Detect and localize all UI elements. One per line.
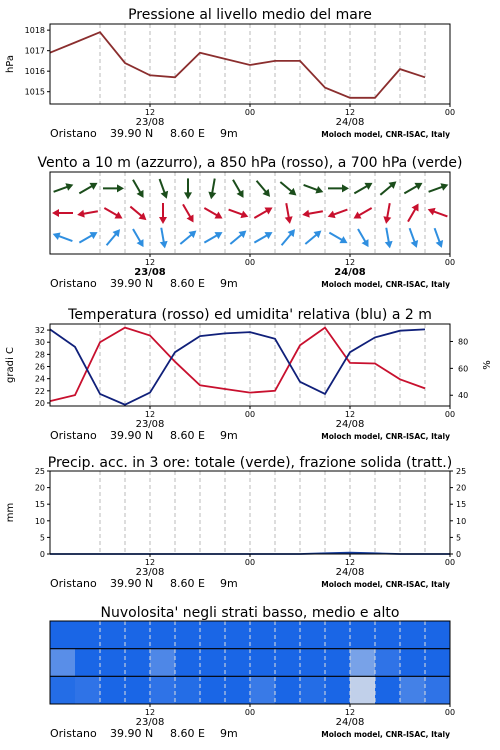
x-tick-label: 12 <box>344 708 356 717</box>
cloud-cell-basso <box>350 676 376 704</box>
arrow-head <box>411 240 421 249</box>
cloud-cell-medio <box>125 649 151 677</box>
x-tick-label: 12 <box>144 410 156 419</box>
wind-chart <box>37 155 462 290</box>
arrow-head <box>187 214 197 224</box>
y-tick-label: 1016 <box>24 67 45 77</box>
y-tick-label: 15 <box>34 500 45 510</box>
wind-10m-arrow <box>431 227 446 249</box>
arrow-head <box>160 241 169 249</box>
date-label: 24/08 <box>335 717 365 728</box>
wind-700-arrow <box>427 181 449 196</box>
arrow-head <box>137 190 147 200</box>
cloud-cell-medio <box>300 649 326 677</box>
arrow-head <box>159 217 167 224</box>
arrow-head <box>237 190 247 200</box>
y-tick-label: 5 <box>39 533 45 543</box>
wind-10m-arrow <box>303 227 324 247</box>
arrow-head <box>207 192 216 200</box>
date-label: 24/08 <box>334 267 366 278</box>
arrow-head <box>440 181 449 191</box>
y-tick-label: 25 <box>34 467 45 476</box>
arrow-head <box>382 216 391 224</box>
date-label: 23/08 <box>134 267 166 278</box>
y-tick-label-right: 5 <box>456 533 462 543</box>
station-elev: 9m <box>220 277 238 290</box>
x-tick-label: 12 <box>344 410 356 419</box>
cloud-cell-alto <box>100 621 126 649</box>
date-label: 24/08 <box>335 419 365 430</box>
station-name: Oristano <box>50 727 97 740</box>
y-axis-label: mm <box>5 502 16 523</box>
chart-title: Precip. acc. in 3 ore: totale (verde), frazione solida (tratt.) <box>47 455 453 471</box>
wind-10m-arrow <box>51 230 73 245</box>
cloud-cell-basso <box>75 676 101 704</box>
arrow-head <box>364 179 374 189</box>
y-tick-label-right: 25 <box>456 467 467 476</box>
wind-850-arrow <box>351 205 373 222</box>
date-label: 23/08 <box>135 419 165 430</box>
arrow-head <box>184 192 192 199</box>
arrow-head <box>114 212 124 222</box>
x-tick-label: 00 <box>444 708 456 717</box>
cloud-cell-basso <box>225 676 251 704</box>
x-tick-label: 00 <box>244 558 256 567</box>
cloud-cell-medio <box>50 649 76 677</box>
cloud-cell-alto <box>225 621 251 649</box>
cloud-cell-alto <box>350 621 376 649</box>
cloud-cell-basso <box>50 676 76 704</box>
wind-700-arrow <box>402 179 424 196</box>
y-tick-label-right: 80 <box>458 337 469 347</box>
date-label: 23/08 <box>135 567 165 578</box>
wind-850-arrow <box>52 209 73 217</box>
y-tick-label: 10 <box>34 516 45 526</box>
wind-850-arrow <box>202 205 224 222</box>
cloud-cell-alto <box>150 621 176 649</box>
cloud-cell-basso <box>325 676 351 704</box>
y-axis-label: gradi C <box>5 347 16 383</box>
station-elev: 9m <box>220 127 238 140</box>
arrow-head <box>362 239 372 249</box>
cloud-cell-medio <box>250 649 276 677</box>
y-tick-label: 28 <box>34 350 45 360</box>
wind-700-arrow <box>103 184 124 192</box>
cloud-cell-alto <box>125 621 151 649</box>
wind-850-arrow <box>159 203 167 224</box>
cloud-cell-alto <box>275 621 301 649</box>
wind-850-arrow <box>282 202 294 224</box>
cloud-cell-basso <box>375 676 401 704</box>
chart-title: Pressione al livello medio del mare <box>128 7 372 23</box>
wind-850-arrow <box>128 204 149 224</box>
arrow-head <box>65 181 74 191</box>
wind-700-arrow <box>207 178 219 200</box>
y-tick-label: 26 <box>34 362 45 372</box>
x-tick-label: 12 <box>144 558 156 567</box>
station-lat: 39.90 N <box>110 727 154 740</box>
y-tick-label-right: 40 <box>458 391 469 401</box>
model-credit: Moloch model, CNR-ISAC, Italy <box>321 580 450 589</box>
station-lon: 8.60 E <box>170 429 205 442</box>
wind-10m-arrow <box>355 227 372 249</box>
cloud-cell-basso <box>200 676 226 704</box>
cloud-cell-medio <box>275 649 301 677</box>
cloud-cell-basso <box>400 676 426 704</box>
x-tick-label: 12 <box>144 708 156 717</box>
wind-700-arrow <box>184 178 192 199</box>
wind-10m-arrow <box>157 227 169 249</box>
plot-frame <box>50 24 450 104</box>
station-lat: 39.90 N <box>110 577 154 590</box>
cloud-cell-alto <box>400 621 426 649</box>
cloud-cell-medio <box>325 649 351 677</box>
station-lon: 8.60 E <box>170 277 205 290</box>
cloud-cell-basso <box>125 676 151 704</box>
date-label: 24/08 <box>335 117 365 128</box>
chart-title: Vento a 10 m (azzurro), a 850 hPa (rosso), a 700 hPa (verde) <box>37 155 463 171</box>
wind-10m-arrow <box>202 229 224 246</box>
x-tick-label: 00 <box>244 708 256 717</box>
date-label: 23/08 <box>135 117 165 128</box>
arrow-head <box>326 211 335 221</box>
cloud-cell-basso <box>275 676 301 704</box>
x-tick-label: 00 <box>444 258 456 267</box>
x-tick-label: 00 <box>244 258 256 267</box>
y-tick-label: 1015 <box>24 87 45 97</box>
wind-850-arrow <box>405 201 422 223</box>
pressure-line <box>50 32 425 98</box>
station-lat: 39.90 N <box>110 277 154 290</box>
arrow-head <box>412 201 422 211</box>
cloud-cell-basso <box>425 676 451 704</box>
arrow-head <box>315 186 324 196</box>
wind-10m-arrow <box>104 227 124 248</box>
wind-10m-arrow <box>228 227 249 247</box>
cloud-cell-alto <box>300 621 326 649</box>
station-lon: 8.60 E <box>170 577 205 590</box>
pressure-chart <box>5 7 455 140</box>
arrow-head <box>214 229 224 239</box>
cloud-cell-alto <box>325 621 351 649</box>
precipitation-chart <box>5 455 466 590</box>
station-name: Oristano <box>50 277 97 290</box>
cloud-cell-medio <box>425 649 451 677</box>
cloud-cover-chart <box>50 605 455 740</box>
y-tick-label: 22 <box>34 386 45 396</box>
arrow-head <box>161 191 171 200</box>
wind-850-arrow <box>301 207 323 219</box>
arrow-head <box>414 179 424 189</box>
temperature-line <box>50 328 425 402</box>
y-tick-label: 20 <box>34 483 45 493</box>
wind-850-arrow <box>180 202 197 224</box>
cloud-cell-alto <box>250 621 276 649</box>
x-tick-label: 12 <box>344 108 356 117</box>
model-credit: Moloch model, CNR-ISAC, Italy <box>321 280 450 289</box>
y-tick-label: 30 <box>34 338 45 348</box>
x-tick-label: 00 <box>444 410 456 419</box>
station-name: Oristano <box>50 429 97 442</box>
wind-700-arrow <box>254 178 274 199</box>
arrow-head <box>240 211 249 221</box>
arrow-head <box>89 179 99 189</box>
y-tick-label: 0 <box>39 550 45 559</box>
cloud-cell-medio <box>150 649 176 677</box>
cloud-cell-medio <box>100 649 126 677</box>
arrow-head <box>436 240 446 249</box>
arrow-head <box>385 241 394 249</box>
arrow-head <box>214 212 224 222</box>
cloud-cell-basso <box>250 676 276 704</box>
wind-700-arrow <box>52 181 74 196</box>
y-tick-label: 1017 <box>24 46 45 56</box>
y-tick-label-right: 10 <box>456 516 467 526</box>
cloud-cell-medio <box>375 649 401 677</box>
date-label: 23/08 <box>135 717 165 728</box>
wind-850-arrow <box>227 206 249 221</box>
station-name: Oristano <box>50 127 97 140</box>
station-lon: 8.60 E <box>170 727 205 740</box>
y-axis-label: % <box>482 360 493 370</box>
wind-700-arrow <box>77 179 99 196</box>
wind-10m-arrow <box>130 227 147 249</box>
wind-850-arrow <box>426 205 448 220</box>
arrow-head <box>285 216 294 224</box>
arrow-head <box>342 184 349 192</box>
station-name: Oristano <box>50 577 97 590</box>
wind-10m-arrow <box>327 229 349 246</box>
cloud-cell-basso <box>300 676 326 704</box>
cloud-cell-alto <box>200 621 226 649</box>
arrow-head <box>264 204 274 214</box>
cloud-cell-medio <box>350 649 376 677</box>
station-lon: 8.60 E <box>170 127 205 140</box>
y-tick-label-right: 15 <box>456 500 467 510</box>
arrow-head <box>52 209 59 217</box>
wind-10m-arrow <box>382 227 394 249</box>
arrow-head <box>89 229 99 239</box>
chart-title: Nuvolosita' negli strati basso, medio e alto <box>100 605 400 621</box>
wind-700-arrow <box>328 184 349 192</box>
arrow-head <box>264 229 274 239</box>
y-axis-label: hPa <box>5 54 16 74</box>
cloud-cell-medio <box>400 649 426 677</box>
arrow-head <box>301 210 309 219</box>
x-tick-label: 12 <box>344 558 356 567</box>
wind-850-arrow <box>76 207 98 219</box>
y-tick-label-right: 60 <box>458 364 469 374</box>
wind-10m-arrow <box>252 229 274 246</box>
x-tick-label: 12 <box>344 258 356 267</box>
cloud-cell-medio <box>200 649 226 677</box>
station-elev: 9m <box>220 727 238 740</box>
y-tick-label: 1018 <box>24 26 45 36</box>
wind-10m-arrow <box>279 227 299 248</box>
humidity-line <box>50 329 425 404</box>
cloud-cell-alto <box>50 621 76 649</box>
date-label: 24/08 <box>335 567 365 578</box>
wind-10m-arrow <box>178 227 199 247</box>
wind-850-arrow <box>382 202 394 224</box>
cloud-cell-basso <box>175 676 201 704</box>
cloud-cell-medio <box>175 649 201 677</box>
arrow-head <box>76 210 84 219</box>
station-elev: 9m <box>220 429 238 442</box>
arrow-head <box>351 212 361 222</box>
x-tick-label: 00 <box>244 108 256 117</box>
wind-850-arrow <box>326 206 348 221</box>
wind-10m-arrow <box>406 227 421 249</box>
wind-700-arrow <box>352 179 374 196</box>
x-tick-label: 12 <box>144 258 156 267</box>
wind-700-arrow <box>378 178 399 198</box>
arrow-head <box>426 205 435 215</box>
wind-850-arrow <box>102 205 124 222</box>
cloud-cell-alto <box>75 621 101 649</box>
cloud-cell-basso <box>150 676 176 704</box>
x-tick-label: 00 <box>444 108 456 117</box>
arrow-head <box>339 236 349 246</box>
y-tick-label: 24 <box>34 374 45 384</box>
wind-10m-arrow <box>77 229 99 246</box>
arrow-head <box>117 184 124 192</box>
station-lat: 39.90 N <box>110 127 154 140</box>
model-credit: Moloch model, CNR-ISAC, Italy <box>321 130 450 139</box>
cloud-cell-medio <box>225 649 251 677</box>
arrow-head <box>137 239 147 249</box>
cloud-cell-alto <box>375 621 401 649</box>
x-tick-label: 00 <box>244 410 256 419</box>
wind-700-arrow <box>130 178 147 200</box>
wind-700-arrow <box>230 178 247 200</box>
wind-700-arrow <box>302 181 324 196</box>
chart-title: Temperatura (rosso) ed umidita' relativa (blu) a 2 m <box>68 307 432 323</box>
cloud-cell-alto <box>425 621 451 649</box>
station-lat: 39.90 N <box>110 429 154 442</box>
y-tick-label: 32 <box>34 326 45 336</box>
wind-850-arrow <box>252 204 274 221</box>
x-tick-label: 12 <box>144 108 156 117</box>
x-tick-label: 00 <box>444 558 456 567</box>
station-elev: 9m <box>220 577 238 590</box>
wind-700-arrow <box>278 179 299 199</box>
y-tick-label-right: 0 <box>456 550 462 559</box>
temperature-humidity-chart <box>5 307 493 442</box>
model-credit: Moloch model, CNR-ISAC, Italy <box>321 432 450 441</box>
cloud-cell-alto <box>175 621 201 649</box>
model-credit: Moloch model, CNR-ISAC, Italy <box>321 730 450 739</box>
cloud-cell-medio <box>75 649 101 677</box>
wind-700-arrow <box>156 178 171 200</box>
y-tick-label: 20 <box>34 398 45 408</box>
cloud-cell-basso <box>100 676 126 704</box>
arrow-head <box>51 230 60 240</box>
y-tick-label-right: 20 <box>456 483 467 493</box>
